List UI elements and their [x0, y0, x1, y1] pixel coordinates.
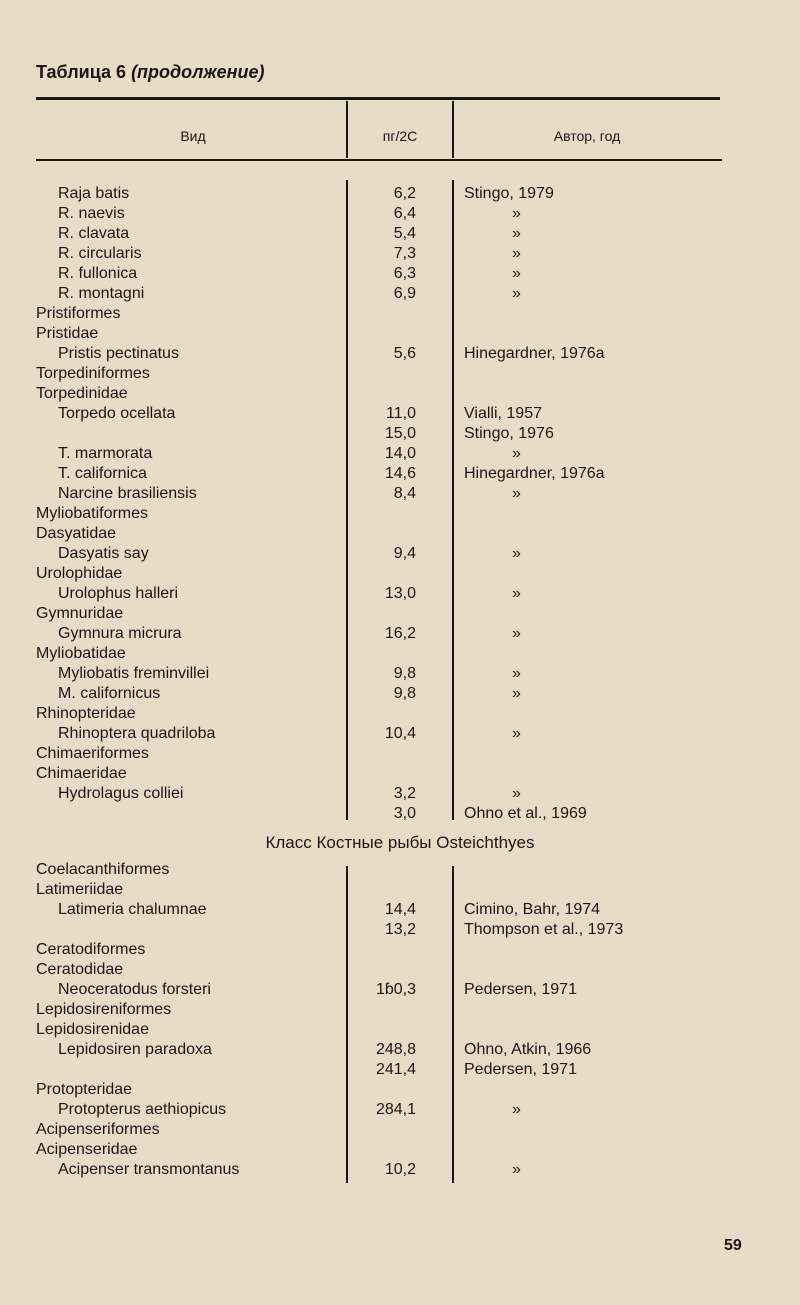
species-name: Lepidosiren paradoxa [58, 1041, 212, 1058]
species-name: Myliobatidae [36, 645, 126, 662]
genome-size-value: 6,9 [393, 285, 416, 302]
species-name: Acipenseriformes [36, 1121, 160, 1138]
table-row [0, 244, 800, 264]
table-row [0, 404, 800, 424]
genome-size-value: 9,8 [393, 685, 416, 702]
species-name: R. circularis [58, 245, 142, 262]
genome-size-value: 11,0 [386, 405, 416, 422]
genome-size-value: 14,0 [384, 445, 416, 462]
genome-size-value: 9,8 [393, 665, 416, 682]
caption-label: Таблица 6 [36, 62, 127, 82]
author-year: » [512, 785, 521, 802]
author-year: » [512, 665, 521, 682]
table-row [0, 664, 800, 684]
species-name: Lepidosirenidae [36, 1021, 149, 1038]
table-row [0, 1040, 800, 1060]
table-row [0, 764, 800, 784]
species-name: Coelacanthiformes [36, 861, 170, 878]
species-name: Chimaeridae [36, 765, 127, 782]
author-year: Hinegardner, 1976a [464, 345, 605, 362]
caption-continuation: (продолжение) [131, 62, 265, 82]
genome-size-value: 6,2 [393, 185, 416, 202]
author-year: Pedersen, 1971 [464, 1061, 577, 1078]
species-name: M. californicus [58, 685, 161, 702]
species-name: Rhinopteridae [36, 705, 136, 722]
author-year: » [512, 625, 521, 642]
author-year: Cimino, Bahr, 1974 [464, 901, 601, 918]
table-row [0, 324, 800, 344]
author-year: » [512, 445, 521, 462]
page-number: 59 [724, 1237, 742, 1254]
table-row [0, 1160, 800, 1180]
genome-size-value: 284,1 [375, 1101, 416, 1118]
species-name: T. marmorata [58, 445, 153, 462]
table-row [0, 624, 800, 644]
author-year: » [512, 725, 521, 742]
genome-size-value: 8,4 [393, 485, 416, 502]
table-row [0, 184, 800, 204]
table-row [0, 684, 800, 704]
table-row [0, 860, 800, 880]
species-name: Latimeria chalumnae [58, 901, 207, 918]
genome-size-value: 10,2 [384, 1161, 416, 1178]
table-row [0, 224, 800, 244]
species-name: Gymnura micrura [58, 625, 182, 642]
species-name: Latimeriidae [36, 881, 124, 898]
table-row [0, 744, 800, 764]
author-year: » [512, 205, 521, 222]
table-row [0, 504, 800, 524]
author-year: » [512, 285, 521, 302]
genome-size-value: 13,0 [384, 585, 416, 602]
table-row [0, 1100, 800, 1120]
genome-size-value: 7,3 [393, 245, 416, 262]
table-row [0, 464, 800, 484]
author-year: » [512, 545, 521, 562]
species-name: Pristis pectinatus [58, 345, 179, 362]
table-row [0, 1140, 800, 1160]
table-row [0, 960, 800, 980]
table-row [0, 384, 800, 404]
genome-size-value: 6,3 [393, 265, 416, 282]
species-name: Dasyatis say [58, 545, 149, 562]
table-row [0, 980, 800, 1000]
author-year: Thompson et al., 1973 [464, 921, 624, 938]
table-row [0, 1080, 800, 1100]
table-row [0, 484, 800, 504]
author-year: » [512, 265, 521, 282]
table-row [0, 1120, 800, 1140]
genome-size-value: 13,2 [384, 921, 416, 938]
table-row [0, 344, 800, 364]
species-name: Neoceratodus forsteri [58, 981, 211, 998]
species-name: Myliobatis freminvillei [58, 665, 210, 682]
genome-size-value: 16,2 [384, 625, 416, 642]
table-row [0, 784, 800, 804]
species-name: Protopteridae [36, 1081, 133, 1098]
species-name: Chimaeriformes [36, 745, 149, 762]
author-year: » [512, 225, 521, 242]
genome-size-value: 5,6 [393, 345, 416, 362]
table-row [0, 544, 800, 564]
author-year: » [512, 485, 521, 502]
table-row [0, 1000, 800, 1020]
header-author: Автор, год [553, 128, 621, 144]
table-row [0, 264, 800, 284]
species-name: Pristiformes [36, 305, 121, 322]
species-name: Myliobatiformes [36, 505, 149, 522]
species-name: Torpediniformes [36, 365, 150, 382]
table-row [0, 804, 800, 824]
header-value: пг/2С [382, 128, 418, 144]
species-name: T. californica [58, 465, 147, 482]
table-row [0, 564, 800, 584]
class-heading: Класс Костные рыбы Osteichthyes [265, 833, 535, 852]
species-name: Raja batis [58, 185, 130, 202]
species-name: Hydrolagus colliei [58, 785, 184, 802]
author-year: » [512, 1101, 521, 1118]
table-row [0, 704, 800, 724]
author-year: Hinegardner, 1976a [464, 465, 605, 482]
table-row [0, 1020, 800, 1040]
species-name: Torpedo ocellata [58, 405, 176, 422]
genome-size-value: 5,4 [393, 225, 416, 242]
genome-size-value: 14,6 [384, 465, 416, 482]
table-row [0, 524, 800, 544]
species-name: R. fullonica [58, 265, 138, 282]
author-year: Ohno et al., 1969 [464, 805, 587, 822]
author-year: » [512, 1161, 521, 1178]
genome-size-value: 10,4 [384, 725, 416, 742]
table-row [0, 204, 800, 224]
table-caption [36, 62, 265, 83]
table-row [0, 364, 800, 384]
author-year: Ohno, Atkin, 1966 [464, 1041, 592, 1058]
species-name: Narcine brasiliensis [58, 485, 197, 502]
genome-size-value: 241,4 [375, 1061, 416, 1078]
table-row [0, 920, 800, 940]
genome-size-value: 3,0 [393, 805, 416, 822]
header-species: Вид [180, 128, 206, 144]
header-rule [36, 159, 722, 161]
author-year: Stingo, 1976 [464, 425, 554, 442]
author-year: » [512, 245, 521, 262]
genome-size-value: 248,8 [375, 1041, 416, 1058]
table-row [0, 940, 800, 960]
table-row [0, 1060, 800, 1080]
author-year: Pedersen, 1971 [464, 981, 577, 998]
species-name: Dasyatidae [36, 525, 117, 542]
author-year: Vialli, 1957 [464, 405, 542, 422]
table-row [0, 444, 800, 464]
top-rule [36, 97, 720, 100]
species-name: Acipenseridae [36, 1141, 138, 1158]
genome-size-value: 1ɓ0,3 [375, 981, 416, 998]
table-row [0, 900, 800, 920]
species-name: R. clavata [58, 225, 130, 242]
author-year: » [512, 685, 521, 702]
species-name: Protopterus aethiopicus [58, 1101, 227, 1118]
genome-size-value: 15,0 [384, 425, 416, 442]
species-name: Lepidosireniformes [36, 1001, 172, 1018]
genome-size-value: 3,2 [393, 785, 416, 802]
species-name: Urolophus halleri [58, 585, 179, 602]
species-name: Urolophidae [36, 565, 123, 582]
table-row [0, 880, 800, 900]
species-name: Ceratodiformes [36, 941, 146, 958]
table-row [0, 724, 800, 744]
table-row [0, 284, 800, 304]
author-year: Stingo, 1979 [464, 185, 554, 202]
species-name: Pristidae [36, 325, 99, 342]
table-row [0, 304, 800, 324]
table-row [0, 604, 800, 624]
genome-size-value: 9,4 [393, 545, 416, 562]
genome-size-value: 14,4 [384, 901, 416, 918]
species-name: Acipenser transmontanus [58, 1161, 240, 1178]
species-name: R. montagni [58, 285, 145, 302]
species-name: R. naevis [58, 205, 125, 222]
species-name: Torpedinidae [36, 385, 128, 402]
genome-size-value: 6,4 [393, 205, 416, 222]
species-name: Rhinoptera quadriloba [58, 725, 216, 742]
species-name: Ceratodidae [36, 961, 124, 978]
author-year: » [512, 585, 521, 602]
table-row [0, 424, 800, 444]
table-row [0, 584, 800, 604]
table-row [0, 644, 800, 664]
species-name: Gymnuridae [36, 605, 124, 622]
